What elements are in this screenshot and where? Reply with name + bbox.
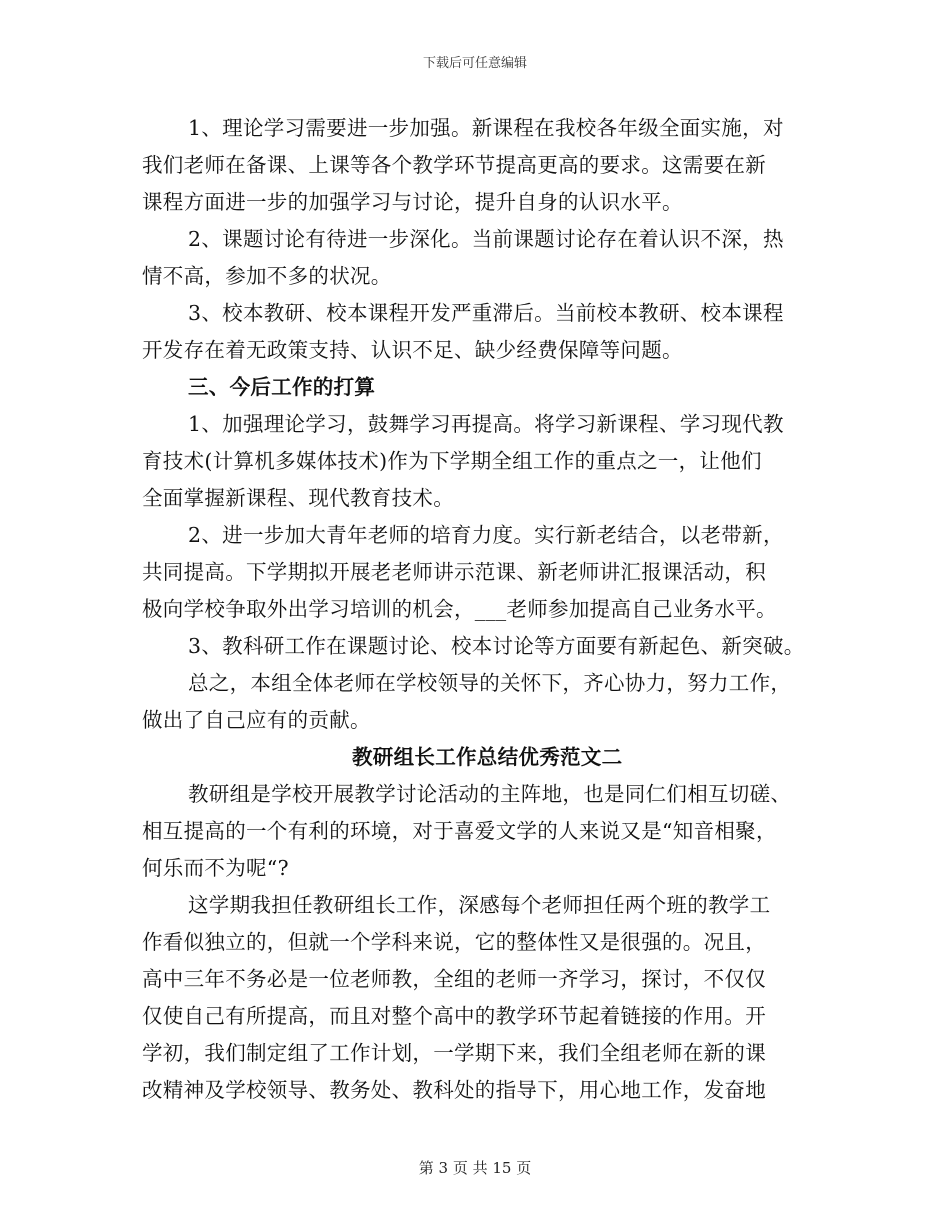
paragraph-line: 作看似独立的，但就一个学科来说，它的整体性又是很强的。况且， [142,930,766,954]
paragraph-line: 2、进一步加大青年老师的培育力度。实行新老结合，以老带新， [188,523,784,547]
paragraph-line: 1、加强理论学习，鼓舞学习再提高。将学习新课程、学习现代教 [188,412,784,436]
paragraph-line: 3、教科研工作在课题讨论、校本讨论等方面要有新起色、新突破。 [188,634,805,658]
paragraph-line: 学初，我们制定组了工作计划，一学期下来，我们全组老师在新的课 [142,1041,766,1065]
paragraph-line: 总之，本组全体老师在学校领导的关怀下，齐心协力，努力工作， [188,671,792,695]
paragraph-line: 何乐而不为呢“? [142,856,289,880]
paragraph-line: 改精神及学校领导、教务处、教科处的指导下，用心地工作，发奋地 [142,1078,766,1102]
paragraph-line: 1、理论学习需要进一步加强。新课程在我校各年级全面实施，对 [188,116,784,140]
paragraph-line: 仅使自己有所提高，而且对整个高中的教学环节起着链接的作用。开 [142,1004,766,1028]
page-header: 下载后可任意编辑 [422,56,527,71]
paragraph-line: 这学期我担任教研组长工作，深感每个老师担任两个班的教学工 [188,893,771,917]
paragraph-line: 全面掌握新课程、现代教育技术。 [142,486,454,510]
paragraph-line: 教研组是学校开展教学讨论活动的主阵地，也是同仁们相互切磋、 [188,782,792,806]
paragraph-line: 3、校本教研、校本课程开发严重滞后。当前校本教研、校本课程 [188,301,784,325]
paragraph-line: 共同提高。下学期拟开展老老师讲示范课、新老师讲汇报课活动，积 [142,560,766,584]
paragraph-line: 育技术(计算机多媒体技术)作为下学期全组工作的重点之一，让他们 [142,449,762,473]
paragraph-line: 极向学校争取外出学习培训的机会，___老师参加提高自己业务水平。 [142,597,777,621]
article-title: 教研组长工作总结优秀范文二 [352,745,623,769]
paragraph-line: 课程方面进一步的加强学习与讨论，提升自身的认识水平。 [142,190,683,214]
page-number-footer: 第 3 页 共 15 页 [418,1159,532,1177]
paragraph-line: 情不高，参加不多的状况。 [142,264,392,288]
paragraph-line: 相互提高的一个有利的环境，对于喜爱文学的人来说又是“知音相聚， [142,819,777,843]
paragraph-line: 开发存在着无政策支持、认识不足、缺少经费保障等问题。 [142,338,683,362]
paragraph-line: 做出了自己应有的贡献。 [142,708,371,732]
paragraph-line: 高中三年不务必是一位老师教，全组的老师一齐学习，探讨，不仅仅 [142,967,766,991]
paragraph-line: 2、课题讨论有待进一步深化。当前课题讨论存在着认识不深，热 [188,227,784,251]
section-heading: 三、今后工作的打算 [188,375,376,399]
paragraph-line: 我们老师在备课、上课等各个教学环节提高更高的要求。这需要在新 [142,153,766,177]
